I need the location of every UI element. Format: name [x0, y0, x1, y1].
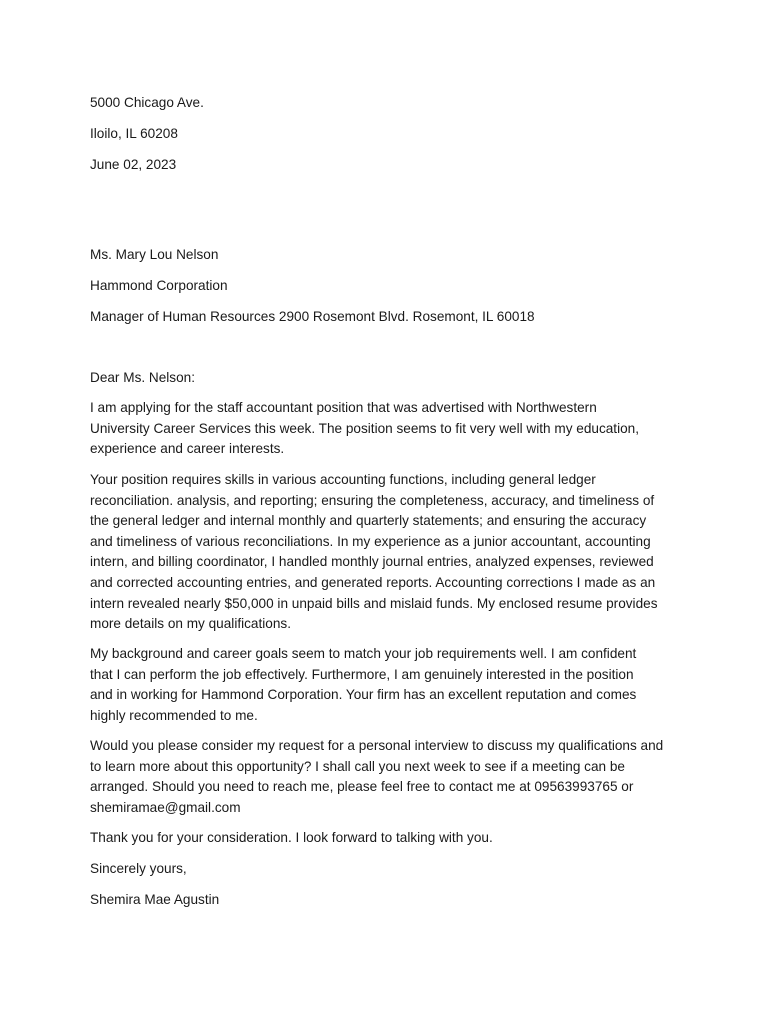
body-line: reconciliation. analysis, and reporting; ensuring the completeness, accuracy, and timeliness of: [90, 492, 655, 508]
salutation: Dear Ms. Nelson:: [90, 370, 196, 385]
body-line: University Career Services this week. The position seems to fit very well with my education,: [90, 420, 639, 436]
body-line: My background and career goals seem to match your job requirements well. I am confident: [90, 646, 637, 661]
body-paragraph-1: [90, 398, 686, 460]
body-line: Your position requires skills in various accounting functions, including general ledger: [90, 472, 596, 487]
body-paragraph-2: [90, 470, 686, 635]
body-line: more details on my qualifications.: [90, 616, 291, 632]
body-line: shemiramae@gmail.com: [90, 799, 241, 815]
body-paragraph-3: [90, 644, 686, 726]
body-line: arranged. Should you need to reach me, please feel free to contact me at 09563993765 or: [90, 779, 634, 795]
recipient-name: Ms. Mary Lou Nelson: [90, 247, 219, 262]
closing: Sincerely yours,: [90, 861, 187, 876]
body-line: I am applying for the staff accountant position that was advertised with Northwestern: [90, 400, 597, 415]
letter-date: June 02, 2023: [90, 157, 177, 172]
body-line: experience and career interests.: [90, 441, 285, 457]
body-line: intern, and billing coordinator, I handled monthly journal entries, analyzed expenses, reviewed: [90, 554, 654, 570]
body-paragraph-5: Thank you for your consideration. I look forward to talking with you.: [90, 830, 493, 845]
sender-street: 5000 Chicago Ave.: [90, 95, 204, 110]
body-line: to learn more about this opportunity? I shall call you next week to see if a meeting can be: [90, 758, 625, 774]
body-line: and timeliness of various reconciliations. In my experience as a junior accountant, accounting: [90, 533, 651, 549]
body-line: and in working for Hammond Corporation. Your firm has an excellent reputation and comes: [90, 687, 637, 703]
recipient-title-address: Manager of Human Resources 2900 Rosemont Blvd. Rosemont, IL 60018: [90, 309, 535, 324]
body-paragraph-4: [90, 736, 686, 818]
body-line: the general ledger and internal monthly and quarterly statements; and ensuring the accuracy: [90, 513, 647, 529]
body-line: highly recommended to me.: [90, 707, 258, 723]
recipient-company: Hammond Corporation: [90, 278, 228, 293]
body-line: Would you please consider my request for a personal interview to discuss my qualifications and: [90, 738, 664, 753]
body-line: and corrected accounting entries, and generated reports. Accounting corrections I made as an: [90, 574, 656, 590]
body-line: that I can perform the job effectively. Furthermore, I am genuinely interested in the position: [90, 666, 634, 682]
signature-name: Shemira Mae Agustin: [90, 892, 220, 907]
sender-city: Iloilo, IL 60208: [90, 126, 178, 141]
body-line: intern revealed nearly $50,000 in unpaid bills and mislaid funds. My enclosed resume provides: [90, 595, 658, 611]
